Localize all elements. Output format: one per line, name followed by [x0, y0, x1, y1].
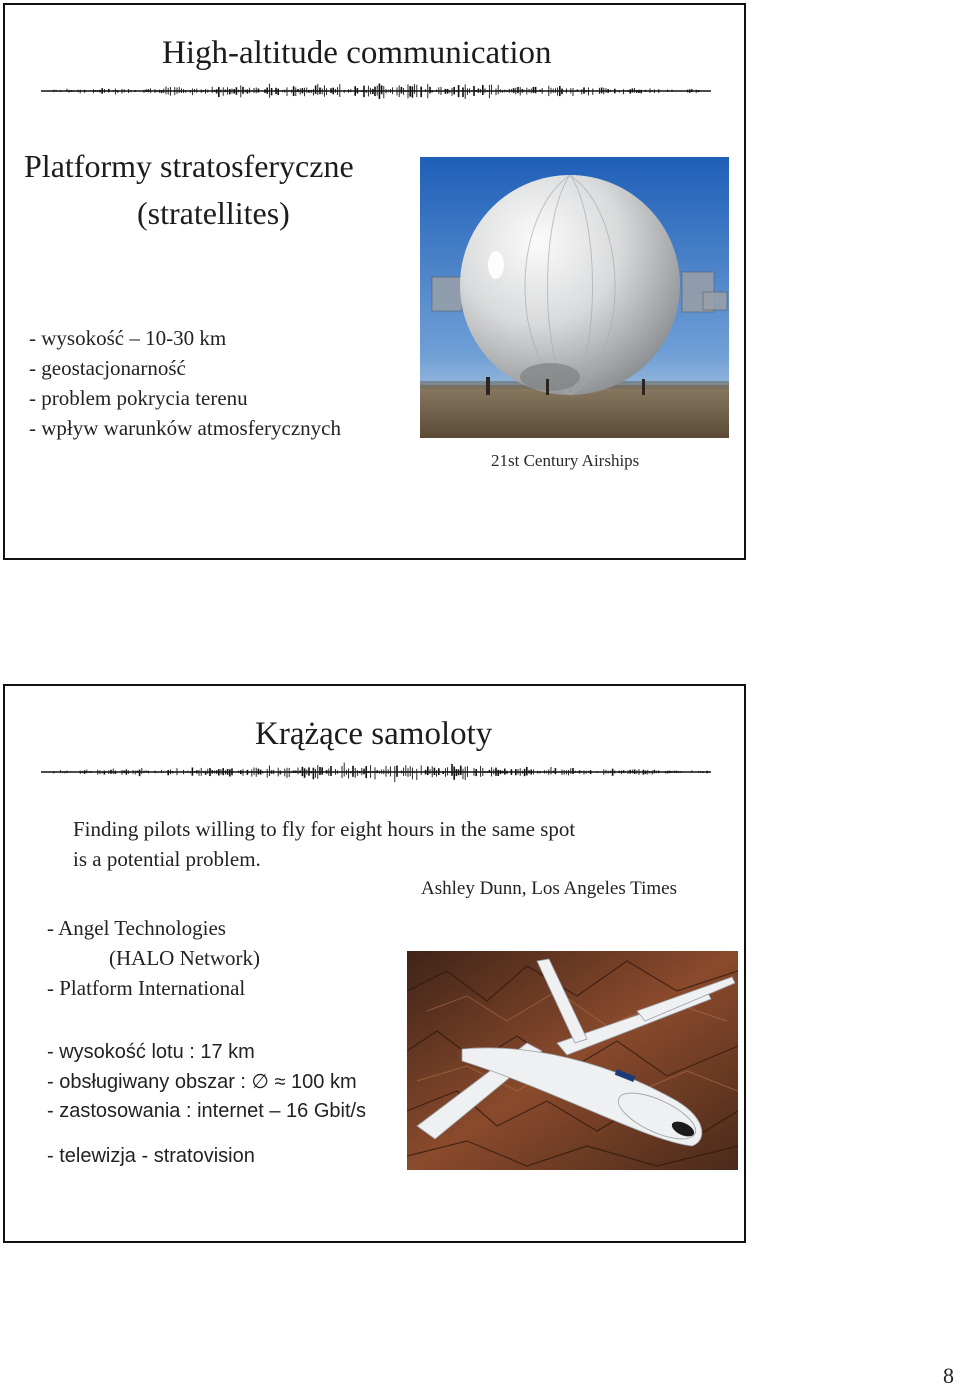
- list-item: - wysokość lotu : 17 km: [47, 1041, 255, 1063]
- slide-stratellites: [3, 3, 746, 560]
- page-number: 8: [943, 1363, 954, 1388]
- slide-title: High-altitude communication: [162, 35, 552, 71]
- list-item: - Angel Technologies: [47, 916, 226, 940]
- list-item: - telewizja - stratovision: [47, 1145, 255, 1167]
- quote-line-2: is a potential problem.: [73, 847, 261, 871]
- slide-aircraft: [3, 684, 746, 1243]
- waveform-divider: [41, 759, 711, 785]
- spec-list: [47, 1038, 366, 1127]
- quote-author: Ashley Dunn, Los Angeles Times: [421, 878, 677, 899]
- image-caption: 21st Century Airships: [491, 451, 640, 470]
- slide-title: Krążące samoloty: [255, 716, 493, 752]
- list-item: - zastosowania : internet – 16 Gbit/s: [47, 1100, 367, 1122]
- list-item: - Platform International: [47, 976, 246, 1000]
- airship-photo: [420, 157, 729, 438]
- list-item: - wpływ warunków atmosferycznych: [29, 416, 341, 440]
- list-item: - obsługiwany obszar : ∅ ≈ 100 km: [47, 1070, 357, 1093]
- list-item: - geostacjonarność: [29, 356, 186, 380]
- halo-aircraft-photo: [407, 951, 738, 1170]
- waveform-divider: [41, 78, 711, 104]
- organization-list: [47, 913, 260, 1003]
- list-item: - wysokość – 10-30 km: [29, 326, 227, 350]
- bullet-list: [29, 323, 341, 443]
- quote-line-1: Finding pilots willing to fly for eight hours in the same spot: [73, 817, 576, 841]
- list-item: - problem pokrycia terenu: [29, 386, 248, 410]
- section-subheading: (stratellites): [137, 195, 290, 231]
- list-item: (HALO Network): [109, 946, 261, 970]
- section-heading: Platformy stratosferyczne: [24, 148, 354, 184]
